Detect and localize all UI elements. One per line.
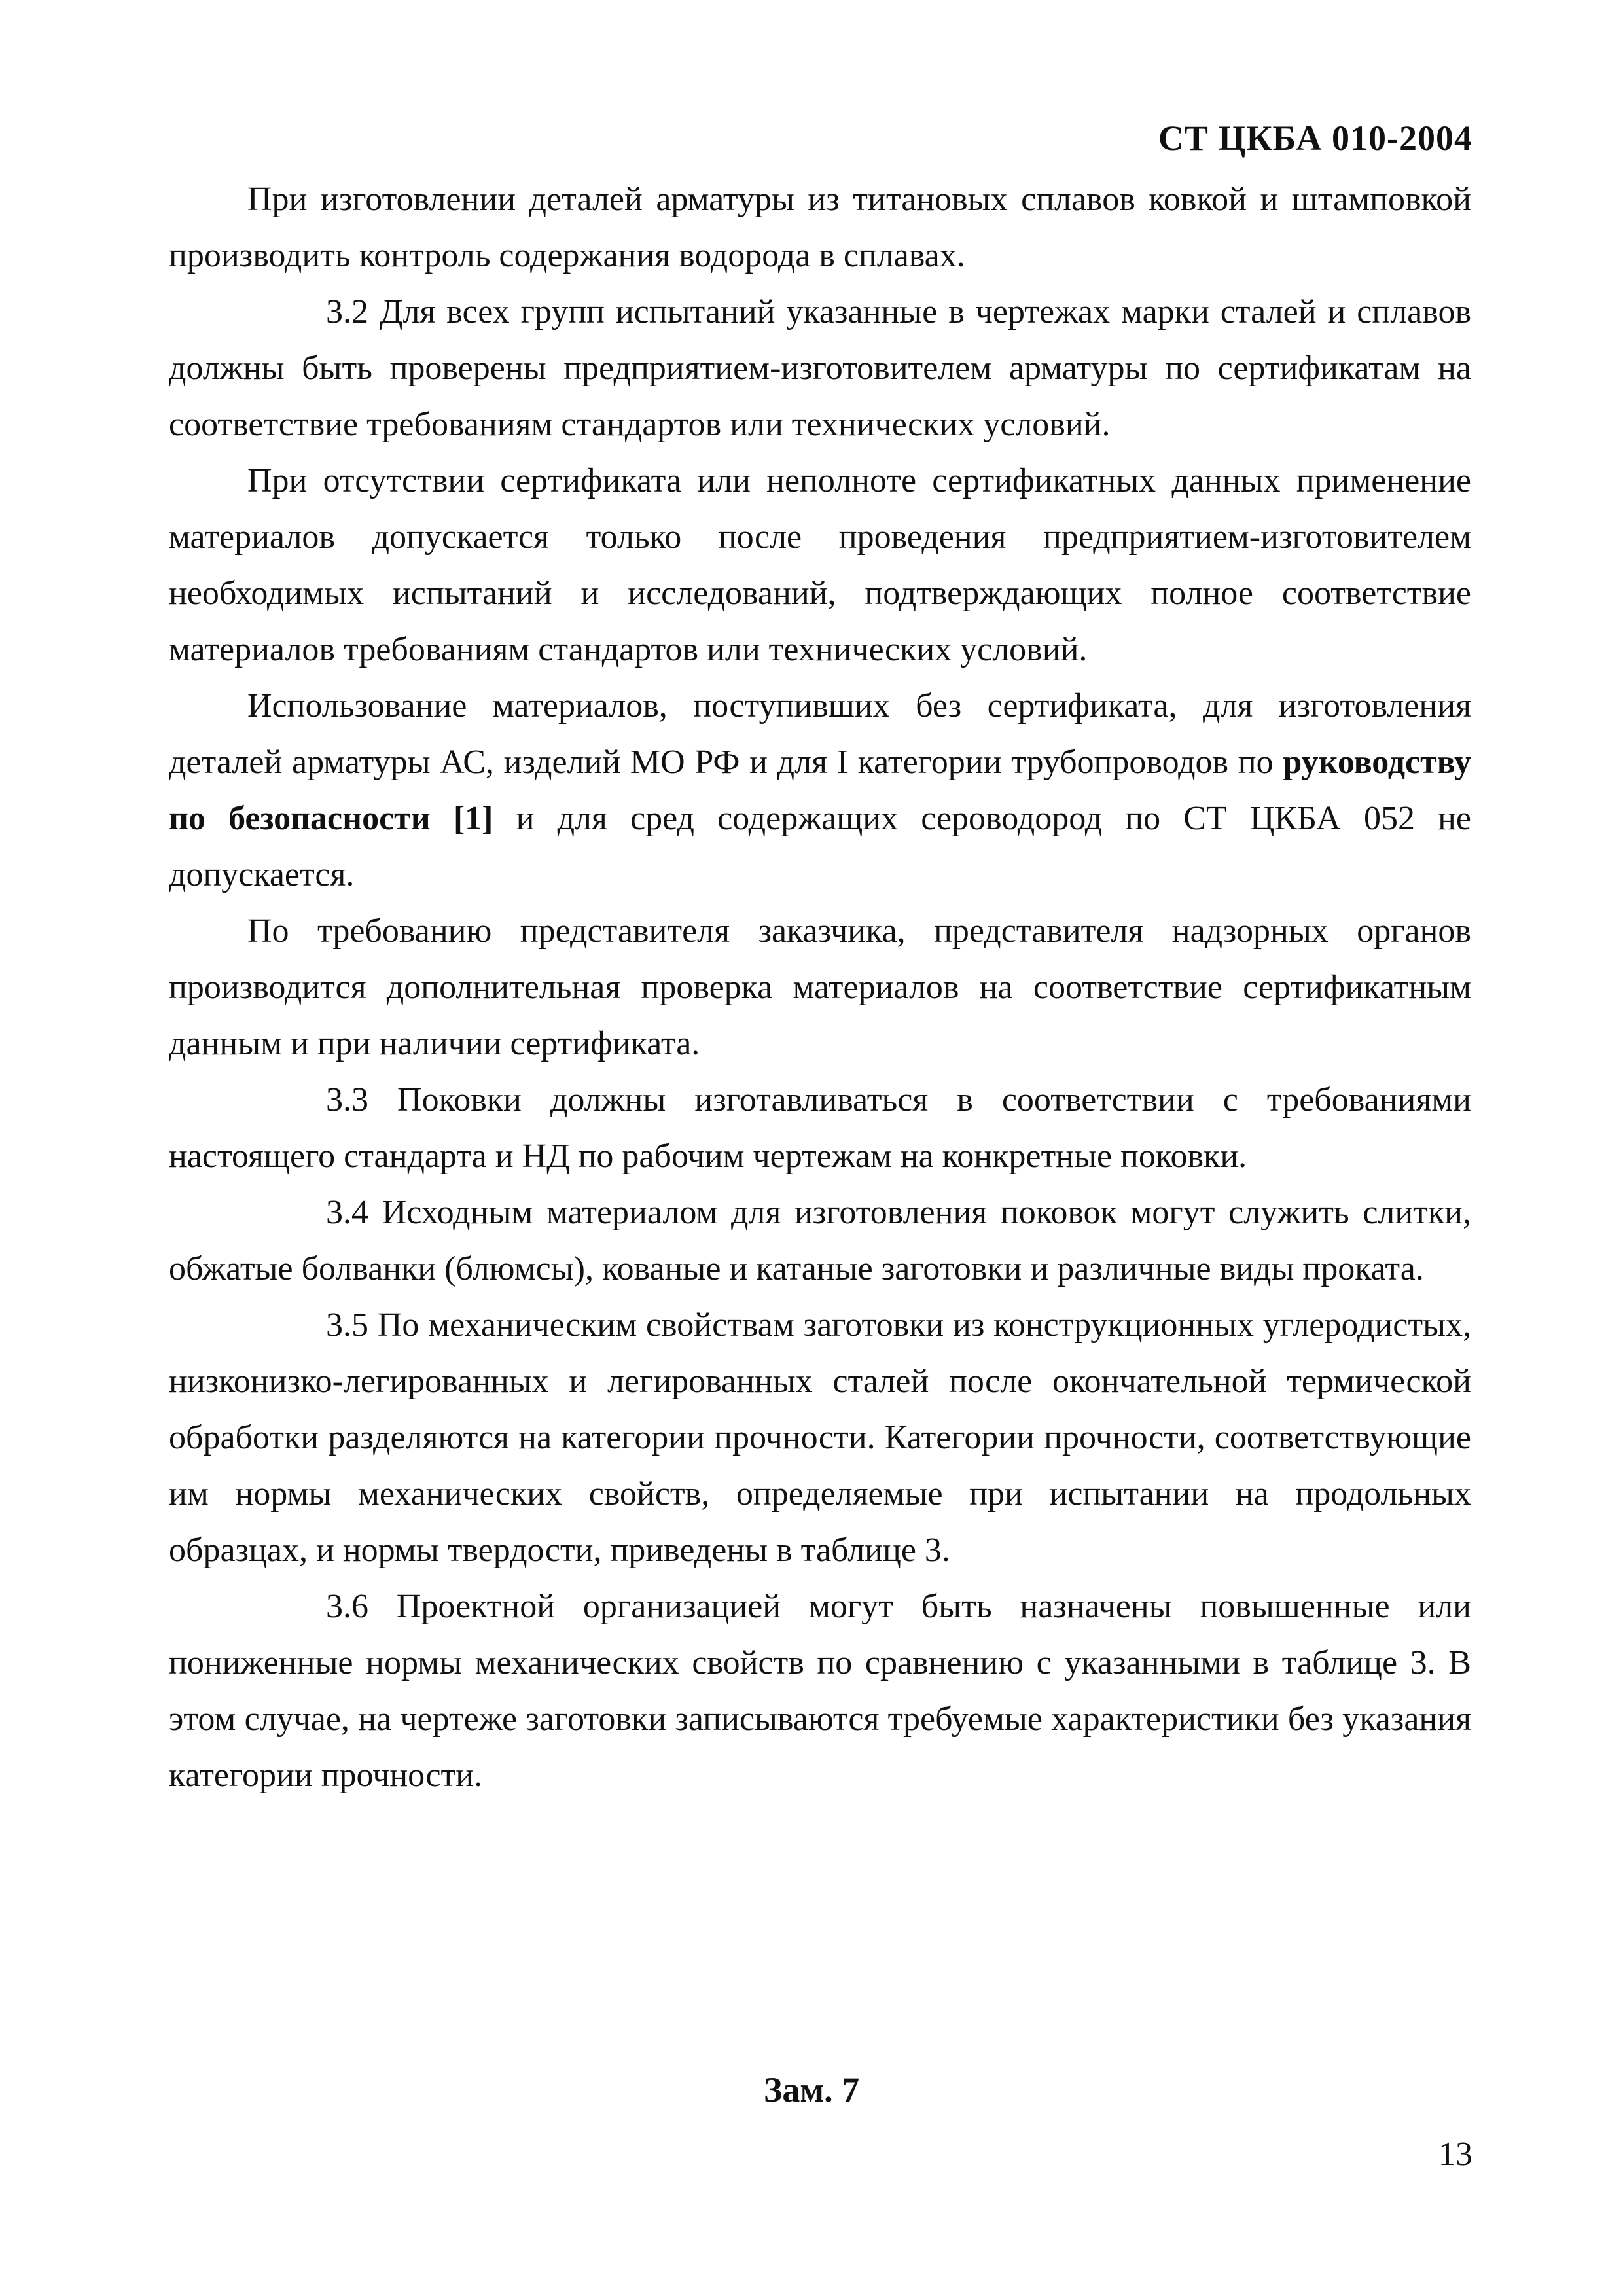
safety-guide-reference: руководству по безопасности [1] xyxy=(169,744,1471,837)
paragraph-text: По механическим свойствам заготовки из конструкционных углеродистых, низконизко-легированных и легированных сталей после окончательной термической обработки разделяются на категории прочности. Категории прочности, соответствующие им нормы механических свойств, определяемые при испытании на продольных образцах, и нормы твердости, приведены в таблице 3. xyxy=(169,1306,1472,1569)
document-code: СТ ЦКБА 010-2004 xyxy=(1158,118,1472,158)
page-number: 13 xyxy=(1438,2136,1472,2173)
section-number: 3.2 xyxy=(326,293,368,331)
paragraph-3-4 xyxy=(169,1185,1471,1297)
paragraph-text: По требованию представителя заказчика, представителя надзорных органов производится дополнительная проверка материалов на соответствие сертификатным данным и при наличии сертификата. xyxy=(169,912,1471,1062)
paragraph-3-2 xyxy=(169,284,1471,453)
paragraph-text: Использование материалов, поступивших без сертификата, для изготовления деталей арматуры АС, изделий МО РФ и для I категории трубопроводов по xyxy=(169,687,1471,781)
paragraph-text: и для сред содержащих сероводород по СТ ЦКБА 052 не допускается. xyxy=(169,800,1471,893)
paragraph-3-5 xyxy=(169,1297,1471,1579)
paragraph-3-3 xyxy=(169,1072,1471,1185)
paragraph-3-6 xyxy=(169,1579,1471,1804)
paragraph-text: Исходным материалом для изготовления поковок могут служить слитки, обжатые болванки (блюмсы), кованые и катаные заготовки и различные виды проката. xyxy=(169,1194,1471,1287)
paragraph-text: Для всех групп испытаний указанные в чертежах марки сталей и сплавов должны быть проверены предприятием-изготовителем арматуры по сертификатам на соответствие требованиям стандартов или технических условий. xyxy=(169,293,1471,443)
change-note: Зам. 7 xyxy=(763,2070,860,2109)
section-number: 3.5 xyxy=(326,1306,368,1344)
section-number: 3.6 xyxy=(326,1588,368,1625)
paragraph-uncertified-materials xyxy=(169,678,1471,903)
paragraph-titanium-forging xyxy=(169,171,1471,284)
paragraph-text: Проектной организацией могут быть назначены повышенные или пониженные нормы механических свойств по сравнению с указанными в таблице 3. В этом случае, на чертеже заготовки записываются требуемые характеристики без указания категории прочности. xyxy=(169,1588,1472,1794)
document-body xyxy=(169,171,1471,1804)
paragraph-customer-request xyxy=(169,903,1471,1072)
section-number: 3.3 xyxy=(326,1081,368,1119)
section-number: 3.4 xyxy=(326,1194,368,1231)
paragraph-text: При изготовлении деталей арматуры из титановых сплавов ковкой и штамповкой производить контроль содержания водорода в сплавах. xyxy=(169,181,1471,274)
paragraph-missing-certificate xyxy=(169,453,1471,678)
paragraph-text: При отсутствии сертификата или неполноте сертификатных данных применение материалов допускается только после проведения предприятием-изготовителем необходимых испытаний и исследований, подтверждающих полное соответствие материалов требованиям стандартов или технических условий. xyxy=(169,462,1471,668)
paragraph-text: Поковки должны изготавливаться в соответствии с требованиями настоящего стандарта и НД по рабочим чертежам на конкретные поковки. xyxy=(169,1081,1471,1175)
